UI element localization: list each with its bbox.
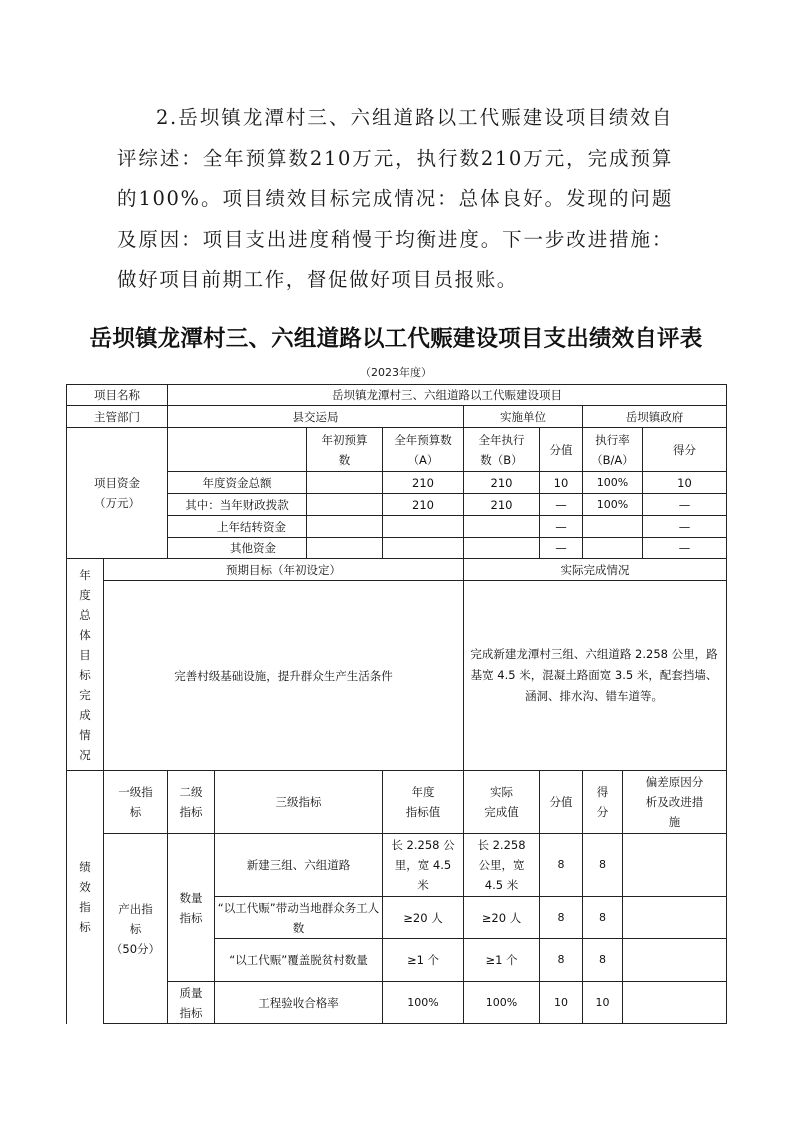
level3-header: 三级指标 <box>215 771 383 834</box>
department-label: 主管部门 <box>67 406 168 428</box>
level1-header: 一级指 标 <box>104 771 168 834</box>
funds-row-exec: 210 <box>464 494 540 516</box>
annual-budget-header: 全年预算数 （A） <box>383 428 464 472</box>
funds-row-exec: 210 <box>464 472 540 494</box>
indicator-value: 8 <box>540 897 583 939</box>
expected-goal-text: 完善村级基础设施，提升群众生产生活条件 <box>104 581 464 771</box>
indicator-score: 8 <box>583 897 623 939</box>
funds-label <box>67 428 168 559</box>
value-header: 分值 <box>540 771 583 834</box>
funds-row-initial <box>307 516 383 538</box>
funds-row-value: — <box>540 494 583 516</box>
goal-content-row <box>67 581 727 771</box>
funds-row-rate <box>583 538 643 559</box>
indicators-side-label: 绩 效 指 标 <box>67 771 104 1024</box>
indicator-actual: ≥1 个 <box>464 939 540 982</box>
funds-header-row <box>67 428 727 472</box>
funds-row-rate: 100% <box>583 494 643 516</box>
funds-row-rate <box>583 516 643 538</box>
actual-completion-header: 实际完成情况 <box>464 559 727 581</box>
actual-header: 实际 完成值 <box>464 771 540 834</box>
expected-goal-header: 预期目标（年初设定） <box>104 559 464 581</box>
annual-goal-side-label: 年 度 总 体 目 标 完 成 情 况 <box>67 559 104 771</box>
table-title: 岳坝镇龙潭村三、六组道路以工代赈建设项目支出绩效自评表 <box>89 326 703 352</box>
funds-row-exec <box>464 538 540 559</box>
indicator-deviation <box>623 834 727 897</box>
exec-rate-header: 执行率 （B/A） <box>583 428 643 472</box>
funds-row-name: 其他资金 <box>168 538 307 559</box>
indicator-value: 8 <box>540 834 583 897</box>
indicator-value: 10 <box>540 982 583 1024</box>
impl-unit-label: 实施单位 <box>464 406 583 428</box>
project-name-value: 岳坝镇龙潭村三、六组道路以工代赈建设项目 <box>168 385 727 406</box>
table-subtitle: （2023年度） <box>360 366 432 379</box>
goal-header-row <box>67 559 727 581</box>
target-header: 年度 指标值 <box>383 771 464 834</box>
funds-label-line1: 项目资金 <box>94 476 140 490</box>
deviation-header: 偏差原因分 析及改进措 施 <box>623 771 727 834</box>
funds-row-initial <box>307 472 383 494</box>
department-row <box>67 406 727 428</box>
indicator-actual: ≥20 人 <box>464 897 540 939</box>
indicator-target: ≥20 人 <box>383 897 464 939</box>
funds-row-value: — <box>540 516 583 538</box>
annual-exec-header: 全年执行 数（B） <box>464 428 540 472</box>
funds-row-score: — <box>643 538 727 559</box>
indicator-deviation <box>623 982 727 1024</box>
level2-header: 二级 指标 <box>168 771 215 834</box>
impl-unit-value: 岳坝镇政府 <box>583 406 727 428</box>
indicator-actual: 100% <box>464 982 540 1024</box>
indicator-actual: 长 2.258 公里，宽 4.5 米 <box>464 834 540 897</box>
level2-quality: 质量 指标 <box>168 982 215 1024</box>
summary-paragraph: 2.岳坝镇龙潭村三、六组道路以工代赈建设项目绩效自评综述：全年预算数210万元，执行数210万元，完成预算的100%。项目绩效目标完成情况：总体良好。发现的问题及原因：项目支出进度稍慢于均衡进度。下一步改进措施：做好项目前期工作，督促做好项目员报账。 <box>117 106 673 291</box>
self-evaluation-table <box>66 384 727 1024</box>
funds-label-line2: （万元） <box>94 496 140 510</box>
funds-blank-header <box>168 428 307 472</box>
indicator-name: “以工代赈”覆盖脱贫村数量 <box>215 939 383 982</box>
funds-row-score: — <box>643 516 727 538</box>
funds-row-name: 其中：当年财政拨款 <box>168 494 307 516</box>
indicator-target: 长 2.258 公 里，宽 4.5 米 <box>383 834 464 897</box>
department-value: 县交运局 <box>168 406 464 428</box>
indicator-score: 8 <box>583 834 623 897</box>
indicator-target: ≥1 个 <box>383 939 464 982</box>
indicator-header-row <box>67 771 727 834</box>
funds-row-initial <box>307 494 383 516</box>
actual-completion-text: 完成新建龙潭村三组、六组道路 2.258 公里，路基宽 4.5 米，混凝土路面宽 3.5 米，配套挡墙、涵洞、排水沟、错车道等。 <box>464 581 727 771</box>
funds-row-name: 上年结转资金 <box>168 516 307 538</box>
indicator-row <box>67 834 727 897</box>
funds-row-budget <box>383 516 464 538</box>
score-header: 得 分 <box>583 771 623 834</box>
initial-budget-header: 年初预算 数 <box>307 428 383 472</box>
funds-row-rate: 100% <box>583 472 643 494</box>
funds-row-exec <box>464 516 540 538</box>
indicator-name: 工程验收合格率 <box>215 982 383 1024</box>
funds-row-score: 10 <box>643 472 727 494</box>
indicator-target: 100% <box>383 982 464 1024</box>
funds-row-initial <box>307 538 383 559</box>
score-value-header: 分值 <box>540 428 583 472</box>
funds-row-budget <box>383 538 464 559</box>
project-name-row <box>67 385 727 406</box>
project-name-label: 项目名称 <box>67 385 168 406</box>
level1-output: 产出指 标 （50分） <box>104 834 168 1024</box>
funds-row-value: 10 <box>540 472 583 494</box>
indicator-score: 8 <box>583 939 623 982</box>
score-header: 得分 <box>643 428 727 472</box>
level2-quantity: 数量 指标 <box>168 834 215 982</box>
indicator-deviation <box>623 897 727 939</box>
indicator-value: 8 <box>540 939 583 982</box>
indicator-deviation <box>623 939 727 982</box>
indicator-name: 新建三组、六组道路 <box>215 834 383 897</box>
funds-row-budget: 210 <box>383 472 464 494</box>
funds-row-value: — <box>540 538 583 559</box>
funds-row-name: 年度资金总额 <box>168 472 307 494</box>
funds-row-score: — <box>643 494 727 516</box>
indicator-name: “以工代赈”带动当地群众务工人数 <box>215 897 383 939</box>
funds-row-budget: 210 <box>383 494 464 516</box>
indicator-score: 10 <box>583 982 623 1024</box>
